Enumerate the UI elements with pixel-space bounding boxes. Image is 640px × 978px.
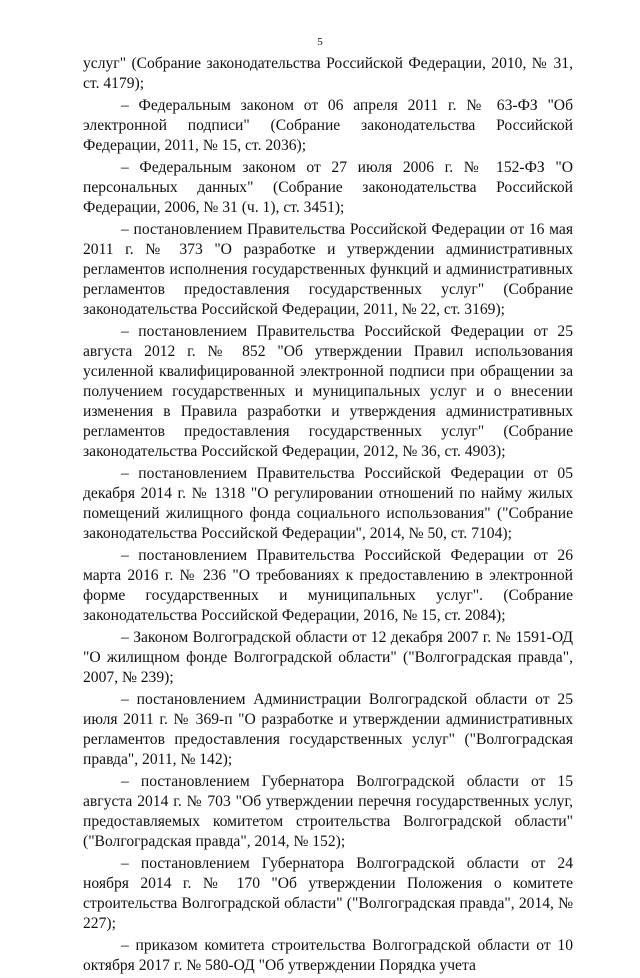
paragraph-resolution-1318: – постановлением Правительства Российской Федерации от 05 декабря 2014 г. № 1318 "О регулировании отношений по найму жилых помещений жилищного фонда социального использования" ("Собрание законодательства Российской Федерации", 2014, № 50, ст. 7104); [83,465,573,542]
paragraph-governor-170: – постановлением Губернатора Волгоградской области от 24 ноября 2014 г. № 170 "Об утверждении Положения о комитете строительства Волгоградской области" ("Волгоградская правда", 2014, № 227); [83,855,573,932]
paragraph-resolution-373: – постановлением Правительства Российской Федерации от 16 мая 2011 г. № 373 "О разработке и утверждении административных регламентов исполнения государственных функций и административных регламентов предоставления государственных услуг" (Собрание законодательства Российской Федерации, 2011, № 22, ст. 3169); [83,221,573,318]
paragraph-resolution-369p: – постановлением Администрации Волгоградской области от 25 июля 2011 г. № 369-п "О разработке и утверждении административных регламентов предоставления государственных услуг" ("Волгоградская правда", 2011, № 142); [83,691,573,768]
paragraph-resolution-236: – постановлением Правительства Российской Федерации от 26 марта 2016 г. № 236 "О требованиях к предоставлению в электронной форме государственных и муниципальных услуг". (Собрание законодательства Российской Федерации, 2016, № 15, ст. 2084); [83,547,573,624]
paragraph-continuation: услуг" (Собрание законодательства Российской Федерации, 2010, № 31, ст. 4179); [83,55,573,92]
paragraph-order-580od: – приказом комитета строительства Волгоградской области от 10 октября 2017 г. № 580-ОД "Об утверждении Порядка учета [83,937,573,974]
page-number: 5 [317,36,323,48]
paragraph-law-63fz: – Федеральным законом от 06 апреля 2011 г. № 63-ФЗ "Об электронной подписи" (Собрание законодательства Российской Федерации, 2011, № 15, ст. 2036); [83,97,573,154]
paragraph-resolution-852: – постановлением Правительства Российской Федерации от 25 августа 2012 г. № 852 "Об утверждении Правил использования усиленной квалифицированной электронной подписи при обращении за получением государственных и муниципальных услуг и о внесении изменения в Правила разработки и утверждения административных регламентов предоставления государственных услуг" (Собрание законодательства Российской Федерации, 2012, № 36, ст. 4903); [83,323,573,460]
document-body [83,54,573,978]
paragraph-law-1591od: – Законом Волгоградской области от 12 декабря 2007 г. № 1591-ОД "О жилищном фонде Волгоградской области" ("Волгоградская правда", 2007, № 239); [83,629,573,686]
paragraph-governor-703: – постановлением Губернатора Волгоградской области от 15 августа 2014 г. № 703 "Об утверждении перечня государственных услуг, предоставляемых комитетом строительства Волгоградской области" ("Волгоградская правда", 2014, № 152); [83,773,573,850]
paragraph-law-152fz: – Федеральным законом от 27 июля 2006 г. № 152-ФЗ "О персональных данных" (Собрание законодательства Российской Федерации, 2006, № 31 (ч. 1), ст. 3451); [83,159,573,216]
